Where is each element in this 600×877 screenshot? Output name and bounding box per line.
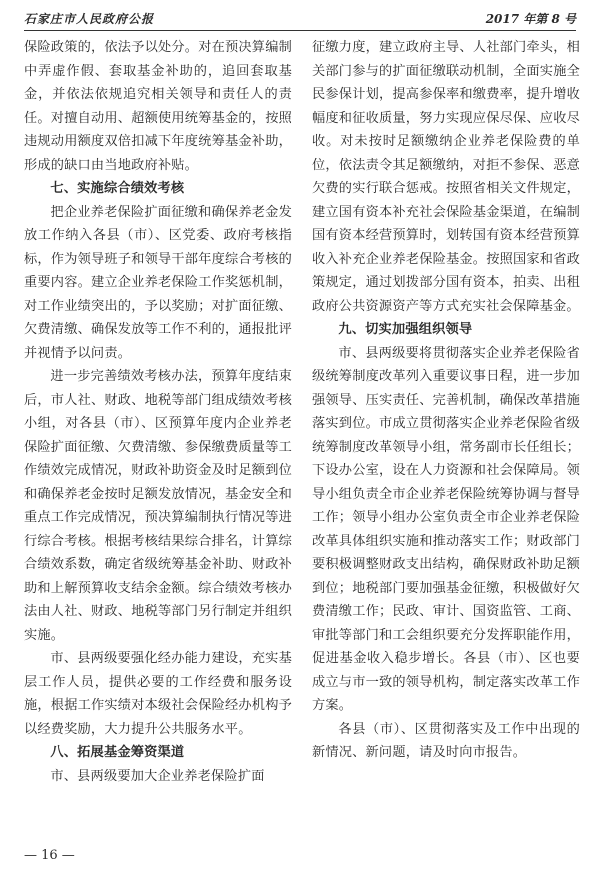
paragraph: 各县（市）、区贯彻落实及工作中出现的新情况、新问题，请及时向市报告。	[312, 721, 580, 760]
page-header	[24, 8, 576, 28]
paragraph: 市、县两级要将贯彻落实企业养老保险省级统筹制度改革列入重要议事日程，进一步加强领导、压实责任、完善机制，确保改革措施落实到位。市成立贯彻落实企业养老保险省级统筹制度改革领导小组，常务副市长任组长；下设办公室，设在人力资源和社会保障局。领导小组负责全市企业养老保险统筹协调与督导工作；领导小组办公室负责全市企业养老保险改革具体组织实施和推动落实工作；财政部门要积极调整财政支出结构，确保财政补助足额到位；地税部门要加强基金征缴，积极做好欠费清缴工作；民政、审计、国资监管、工商、审批等部门和工会组织要充分发挥职能作用，促进基金收入稳步增长。各县（市）、区也要成立与市一致的领导机构，制定落实改革工作方案。	[312, 345, 580, 713]
paragraph: 保险政策的，依法予以处分。对在预决算编制中弄虚作假、套取基金补助的，追回套取基金，并依法依规追究相关领导和责任人的责任。对擅自动用、超额使用统筹基金的，按照违规动用额度双倍扣减下年度统筹基金补助，形成的缺口由当地政府补贴。	[24, 40, 292, 173]
paragraph: 市、县两级要加大企业养老保险扩面	[50, 768, 265, 784]
publication-title: 石家庄市人民政府公报	[24, 12, 155, 26]
issue-number: 2017 年第 8 号	[485, 12, 576, 26]
header-rule	[24, 30, 576, 31]
paragraph: 市、县两级要强化经办能力建设，充实基层工作人员，提供必要的工作经费和服务设施，根据工作实绩对本级社会保险经办机构予以经费奖励，大力提升公共服务水平。	[24, 651, 292, 737]
paragraph: 把企业养老保险扩面征缴和确保养老金发放工作纳入各县（市）、区党委、政府考核指标，作为领导班子和领导干部年度综合考核的重要内容。建立企业养老保险工作奖惩机制，对工作业绩突出的，予以奖励；对扩面征缴、欠费清缴、确保发放等工作不利的，通报批评并视情予以问责。	[24, 204, 292, 361]
section-heading: 八、拓展基金筹资渠道	[50, 745, 185, 760]
page-number: — 16 —	[24, 848, 75, 863]
paragraph: 进一步完善绩效考核办法，预算年度结束后，市人社、财政、地税等部门组成绩效考核小组，对各县（市）、区预算年度内企业养老保险扩面征缴、欠费清缴、参保缴费质量等工作绩效完成情况，财政补助资金及时足额到位和确保养老金按时足额发放情况，基金安全和重点工作完成情况，预决算编制执行情况等进行综合考核。根据考核结果综合排名，计算综合绩效系数，确定省级统筹基金补助、财政补助和上解预算收支结余金额。综合绩效考核办法由人社、财政、地税等部门另行制定并组织实施。	[24, 369, 292, 643]
section-heading: 七、实施综合绩效考核	[50, 181, 185, 196]
right-column	[312, 36, 580, 765]
section-heading: 九、切实加强组织领导	[338, 322, 473, 337]
left-column	[24, 36, 292, 788]
paragraph: 征缴力度，建立政府主导、人社部门牵头，相关部门参与的扩面征缴联动机制，全面实施全民参保计划，提高参保率和缴费率，提升增收幅度和征收质量，努力实现应保尽保、应收尽收。对未按时足额缴纳企业养老保险费的单位，依法责令其足额缴纳，对拒不参保、恶意欠费的实行联合惩戒。按照省相关文件规定，建立国有资本补充社会保险基金渠道，在编制国有资本经营预算时，划转国有资本经营预算收入补充企业养老保险基金。按照国家和省政策规定，通过划拨部分国有资本，拍卖、出租政府公共资源资产等方式充实社会保障基金。	[312, 40, 580, 314]
